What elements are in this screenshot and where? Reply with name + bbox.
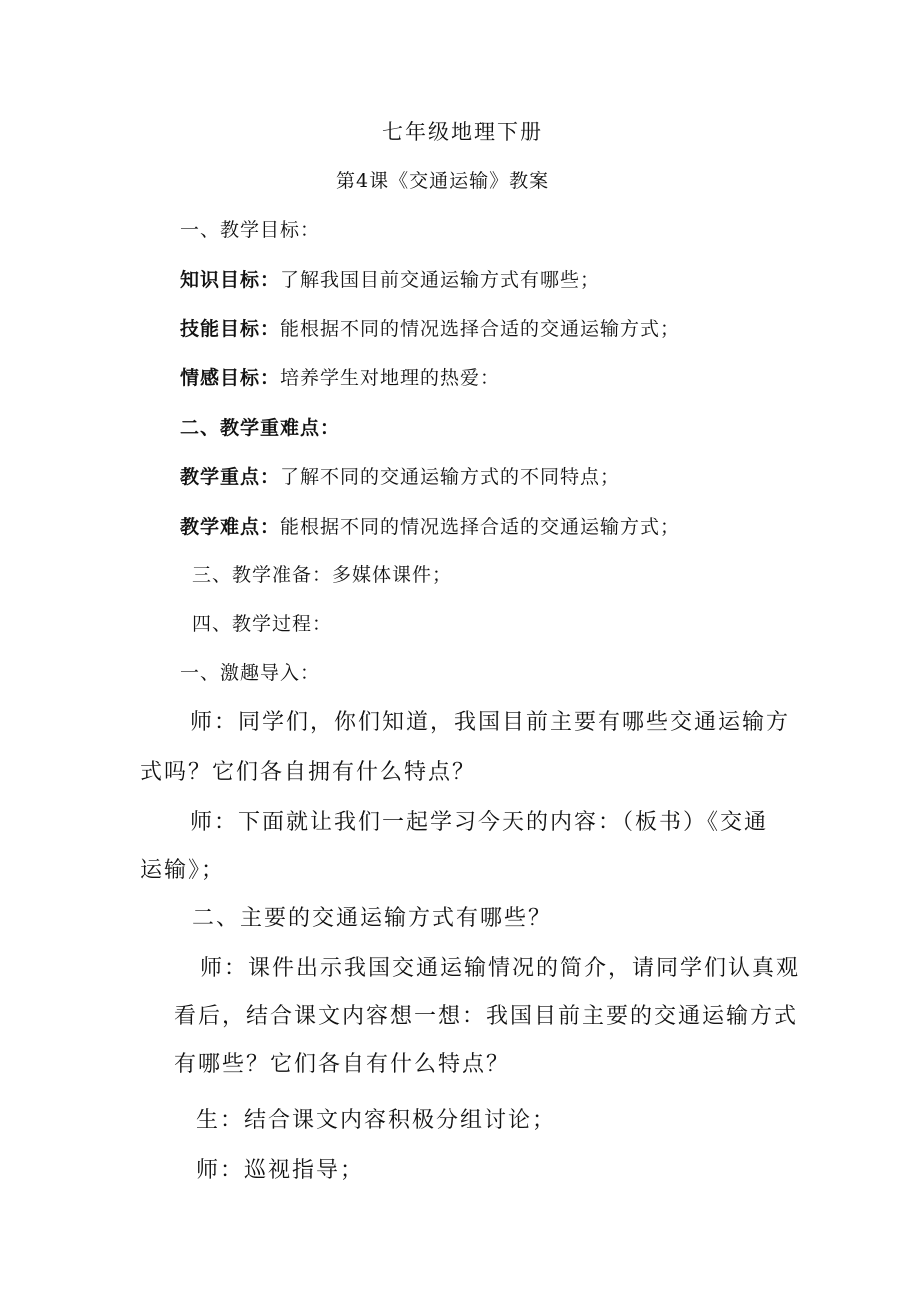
knowledge-objective (180, 271, 600, 290)
paragraph-line: 师：下面就让我们一起学习今天的内容：（板书）《交通 (190, 810, 769, 835)
process-step-intro-heading: 一、激趣导入： (180, 662, 321, 684)
section-heading-process: 四、教学过程： (192, 613, 333, 635)
paragraph-line: 看后，结合课文内容想一想：我国目前主要的交通运输方式 (174, 1004, 799, 1029)
key-point-label: 教学重点： (180, 466, 281, 488)
paragraph-line: 式吗？它们各自拥有什么特点？ (140, 760, 477, 785)
skill-objective (180, 320, 680, 339)
emotion-objective-text: 培养学生对地理的热爱： (280, 367, 501, 389)
section-heading-objectives: 一、教学目标： (180, 219, 321, 241)
paragraph-line: 生：结合课文内容积极分组讨论； (196, 1108, 557, 1133)
document-title: 七年级地理下册 (382, 120, 543, 144)
process-step-transport-heading: 二、主要的交通运输方式有哪些？ (192, 906, 553, 931)
paragraph-line: 师：巡视指导； (196, 1158, 365, 1183)
difficult-point-label: 教学难点： (180, 516, 281, 538)
key-point-text: 了解不同的交通运输方式的不同特点； (280, 466, 621, 488)
knowledge-objective-label: 知识目标： (180, 269, 281, 291)
section-heading-key-points: 二、教学重难点： (180, 417, 341, 439)
section-heading-preparation: 三、教学准备：多媒体课件； (192, 564, 453, 586)
knowledge-objective-text: 了解我国目前交通运输方式有哪些； (280, 269, 601, 291)
skill-objective-label: 技能目标： (180, 318, 281, 340)
emotion-objective (180, 369, 500, 388)
document-subtitle: 第4课《交通运输》教案 (336, 170, 550, 192)
paragraph-line: 运输》； (140, 858, 226, 883)
skill-objective-text: 能根据不同的情况选择合适的交通运输方式； (280, 318, 681, 340)
difficult-point-text: 能根据不同的情况选择合适的交通运输方式； (280, 516, 681, 538)
key-point (180, 468, 620, 487)
paragraph-line: 师：同学们，你们知道，我国目前主要有哪些交通运输方 (190, 710, 791, 735)
paragraph-line: 师：课件出示我国交通运输情况的简介，请同学们认真观 (200, 956, 801, 981)
difficult-point (180, 518, 680, 537)
emotion-objective-label: 情感目标： (180, 367, 281, 389)
paragraph-line: 有哪些？它们各自有什么特点？ (174, 1052, 511, 1077)
